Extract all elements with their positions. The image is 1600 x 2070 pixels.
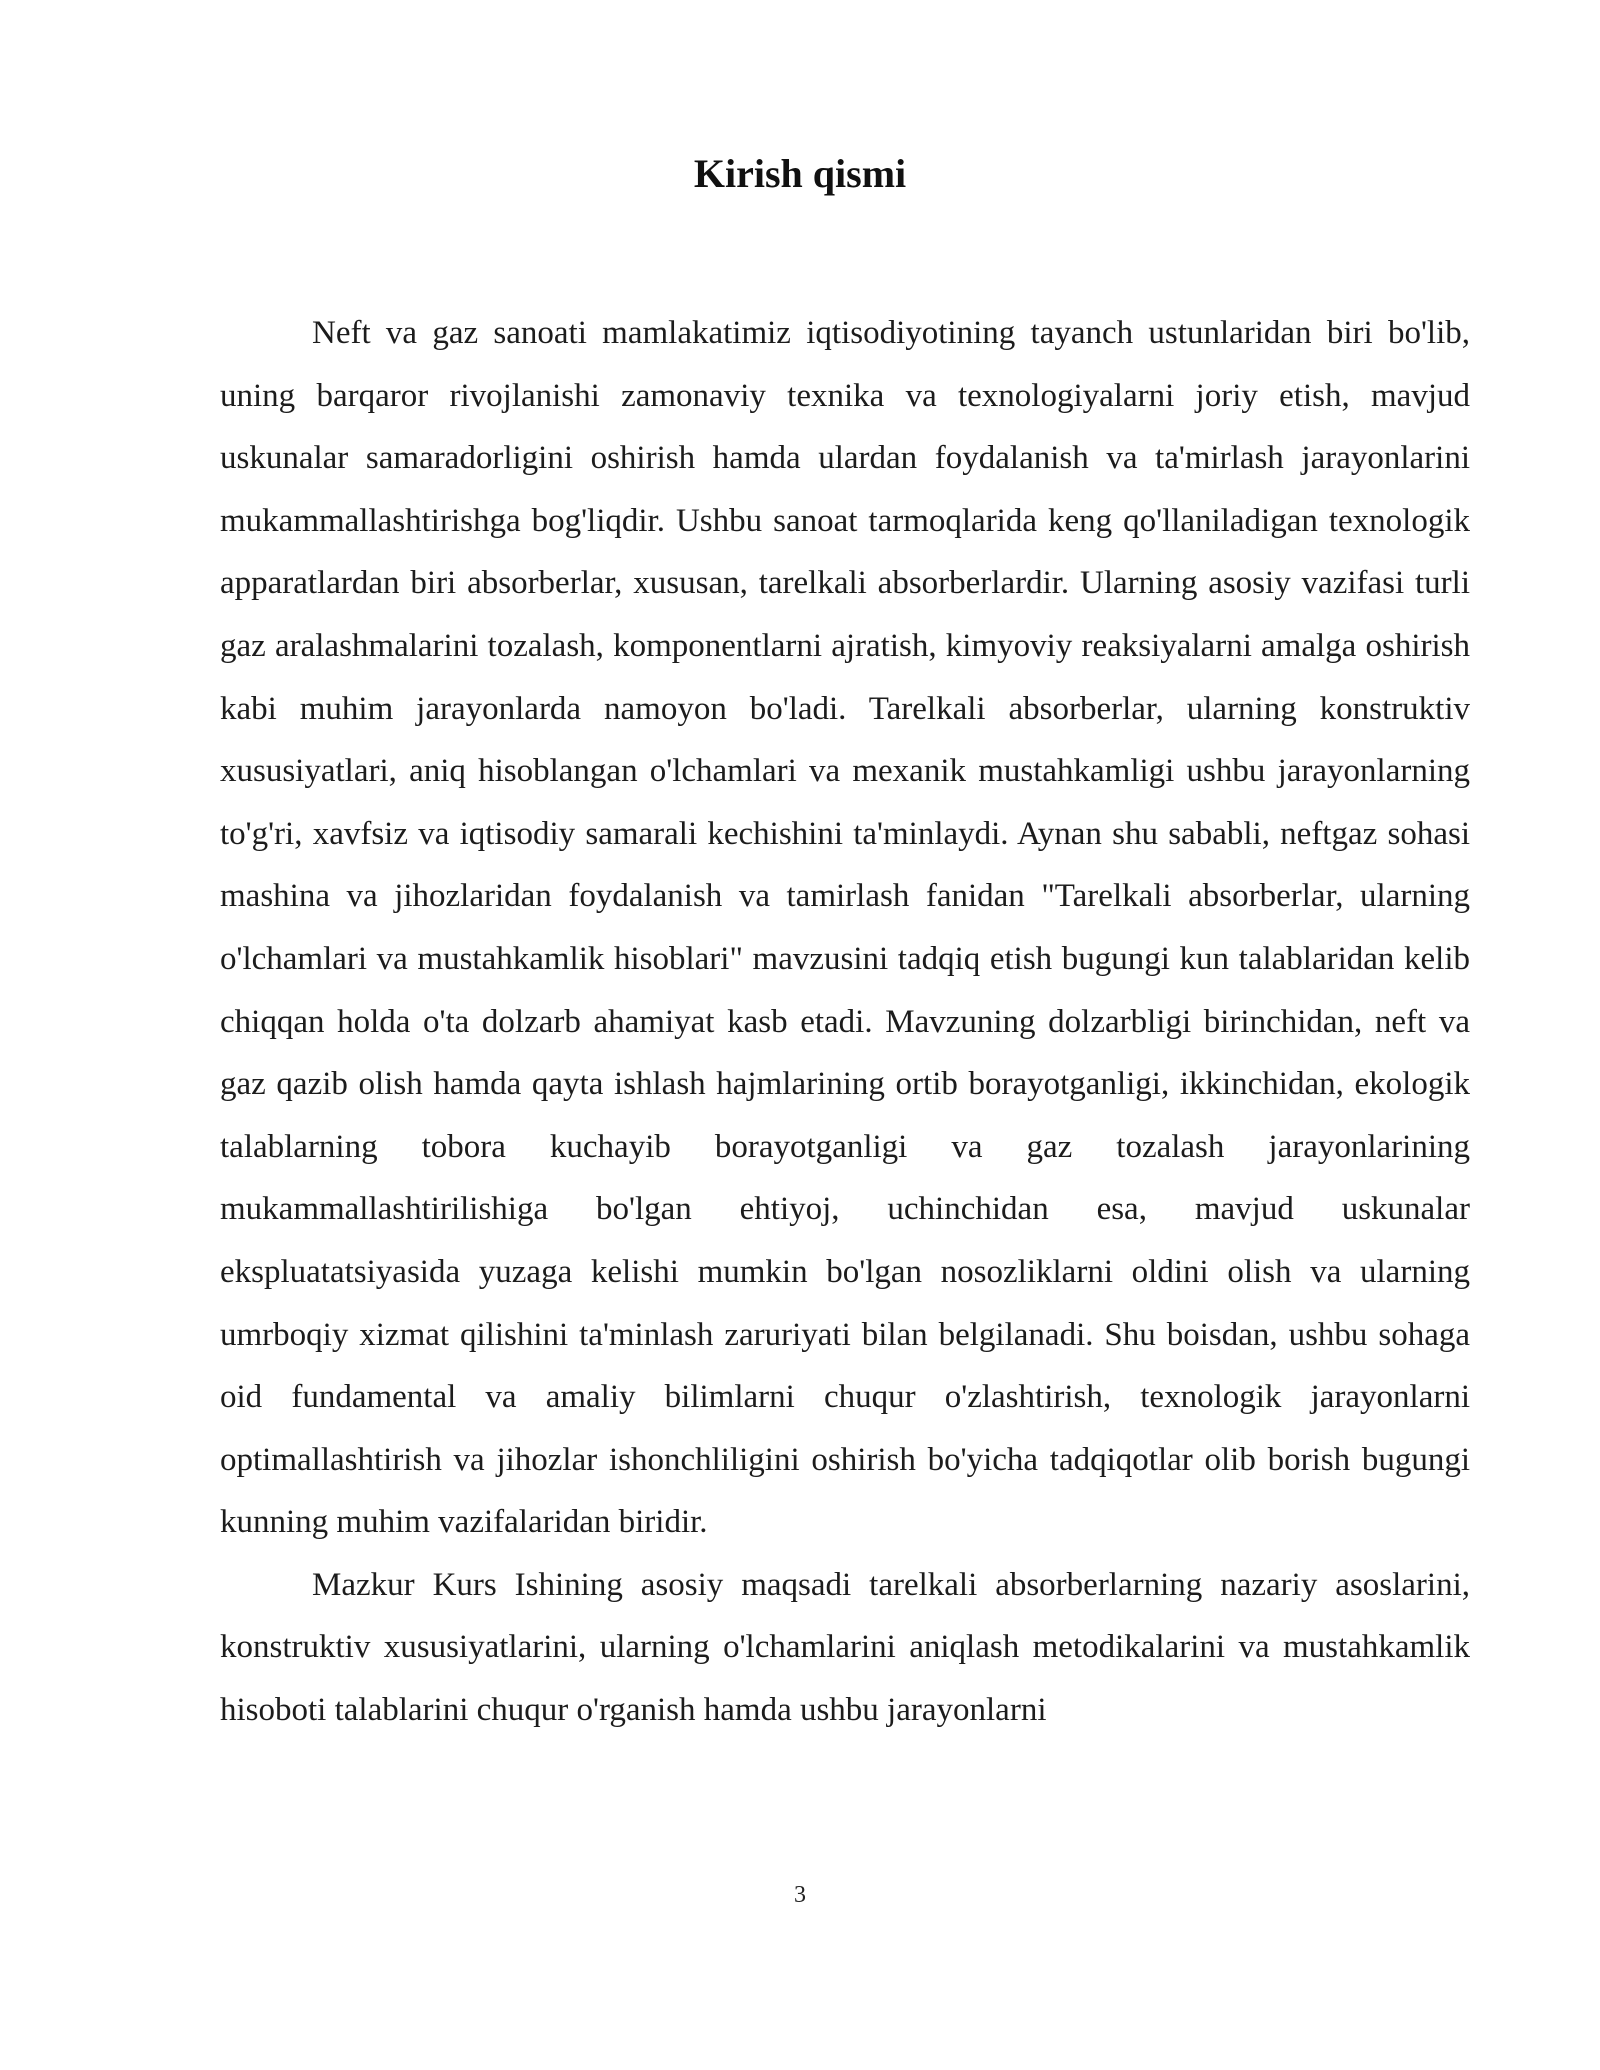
section-title: Kirish qismi [693,151,907,196]
paragraph-course-goal: Mazkur Kurs Ishining asosiy maqsadi tarelkali absorberlarning nazariy asoslarini, konstruktiv xususiyatlarini, ularning o'lchamlarini aniqlash metodikalarini va mustahkamlik hisoboti talablarini chuqur o'rganish hamda ushbu jarayonlarni [220,1566,1470,1729]
paragraph-introduction: Neft va gaz sanoati mamlakatimiz iqtisodiyotining tayanch ustunlaridan biri bo'lib, uning barqaror rivojlanishi zamonaviy texnika va texnologiyalarni joriy etish, mavjud uskunalar samaradorligini oshirish hamda ulardan foydalanish va ta'mirlash jarayonlarini mukammallashtirishga bog'liqdir. Ushbu sanoat tarmoqlarida keng qo'llaniladigan texnologik apparatlardan biri absorberlar, xususan, tarelkali absorberlardir. Ularning asosiy vazifasi turli gaz aralashmalarini tozalash, komponentlarni ajratish, kimyoviy reaksiyalarni amalga oshirish kabi muhim jarayonlarda namoyon bo'ladi. Tarelkali absorberlar, ularning konstruktiv xususiyatlari, aniq hisoblangan o'lchamlari va mexanik mustahkamligi ushbu jarayonlarning to'g'ri, xavfsiz va iqtisodiy samarali kechishini ta'minlaydi. Aynan shu sababli, neftgaz sohasi mashina va jihozlaridan foydalanish va tamirlash fanidan "Tarelkali absorberlar, ularning o'lchamlari va mustahkamlik hisoblari" mavzusini tadqiq etish bugungi kun talablaridan kelib chiqqan holda o'ta dolzarb ahamiyat kasb etadi. Mavzuning dolzarbligi birinchidan, neft va gaz qazib olish hamda qayta ishlash hajmlarining ortib borayotganligi, ikkinchidan, ekologik talablarning tobora kuchayib borayotganligi va gaz tozalash jarayonlarining mukammallashtirilishiga bo'lgan ehtiyoj, uchinchidan esa, mavjud uskunalar ekspluatatsiyasida yuzaga kelishi mumkin bo'lgan nosozliklarni oldini olish va ularning umrboqiy xizmat qilishini ta'minlash zaruriyati bilan belgilanadi. Shu boisdan, ushbu sohaga oid fundamental va amaliy bilimlarni chuqur o'zlashtirish, texnologik jarayonlarni optimallashtirish va jihozlar ishonchliligini oshirish bo'yicha tadqiqotlar olib borish bugungi kunning muhim vazifalaridan biridir. [220,315,1470,1541]
body-text [220,302,1470,1742]
page-number: 3 [794,1882,806,1908]
